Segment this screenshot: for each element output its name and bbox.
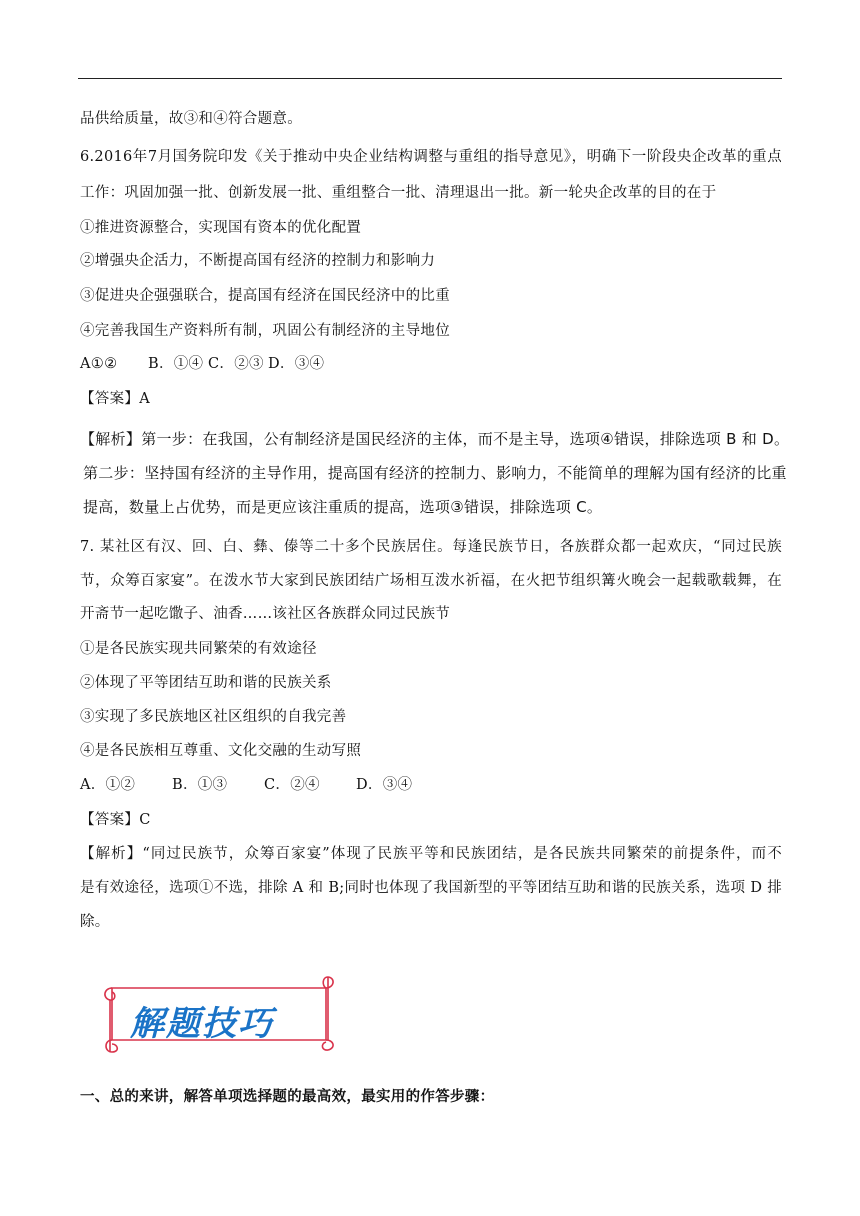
q6-options — [80, 354, 324, 374]
q7-item-2: ②体现了平等团结互助和谐的民族关系 — [80, 675, 332, 691]
q7-stem-line2: 节，众筹百家宴”。在泼水节大家到民族团结广场相互泼水祈福，在火把节组织篝火晚会一起载歌载舞，在 — [80, 573, 782, 589]
q7-options — [80, 775, 412, 795]
banner-title: 解题技巧 — [130, 1004, 274, 1044]
q7-option-b: B．①③ — [172, 777, 228, 793]
q6-option-b: B．①④ — [148, 356, 204, 372]
q6-option-d: D．③④ — [268, 356, 325, 372]
q7-item-1: ①是各民族实现共同繁荣的有效途径 — [80, 641, 317, 657]
q6-analysis-line3: 提高，数量上占优势，而是更应该注重质的提高，选项③错误，排除选项 C。 — [83, 498, 603, 516]
q6-item-4: ④完善我国生产资料所有制，巩固公有制经济的主导地位 — [80, 323, 450, 339]
q7-stem-line3: 开斋节一起吃馓子、油香……该社区各族群众同过民族节 — [80, 606, 450, 622]
q7-analysis-line2: 是有效途径，选项①不选，排除 A 和 B;同时也体现了我国新型的平等团结互助和谐的民族关系，选项 D 排 — [80, 880, 782, 896]
header-rule — [78, 78, 782, 79]
q6-item-1: ①推进资源整合，实现国有资本的优化配置 — [80, 220, 362, 236]
q7-item-3: ③实现了多民族地区社区组织的自我完善 — [80, 709, 347, 725]
q7-stem-line1: 7. 某社区有汉、回、白、彝、傣等二十多个民族居住。每逢民族节日，各族群众都一起欢庆，“同过民族 — [80, 539, 782, 555]
intro-tail: 品供给质量，故③和④符合题意。 — [80, 111, 302, 127]
q7-item-4: ④是各民族相互尊重、文化交融的生动写照 — [80, 743, 362, 759]
q7-analysis-line3: 除。 — [80, 914, 110, 930]
q6-answer: 【答案】A — [80, 391, 150, 407]
q6-item-2: ②增强央企活力，不断提高国有经济的控制力和影响力 — [80, 253, 436, 269]
q6-stem-line2: 工作：巩固加强一批、创新发展一批、重组整合一批、清理退出一批。新一轮央企改革的目的在于 — [80, 185, 717, 201]
section-heading: 一、总的来讲，解答单项选择题的最高效，最实用的作答步骤： — [80, 1088, 495, 1105]
q6-option-a: A①② — [80, 356, 118, 372]
q6-stem-line1: 6.2016年7月国务院印发《关于推动中央企业结构调整与重组的指导意见》，明确下一阶段央企改革的重点 — [80, 149, 782, 165]
q6-item-3: ③促进央企强强联合，提高国有经济在国民经济中的比重 — [80, 288, 450, 304]
q7-answer: 【答案】C — [80, 812, 151, 828]
q7-option-a: A．①② — [80, 777, 136, 793]
q6-analysis-line2: 第二步：坚持国有经济的主导作用，提高国有经济的控制力、影响力，不能简单的理解为国有经济的比重 — [83, 464, 787, 482]
q7-analysis-line1: 【解析】“同过民族节，众筹百家宴”体现了民族平等和民族团结，是各民族共同繁荣的前提条件，而不 — [80, 846, 782, 862]
q6-option-c: C．②③ — [208, 356, 264, 372]
q7-option-c: C．②④ — [264, 777, 320, 793]
q7-option-d: D．③④ — [356, 777, 413, 793]
q6-analysis-line1: 【解析】第一步：在我国，公有制经济是国民经济的主体，而不是主导，选项④错误，排除选项 B 和 D。 — [80, 430, 790, 448]
